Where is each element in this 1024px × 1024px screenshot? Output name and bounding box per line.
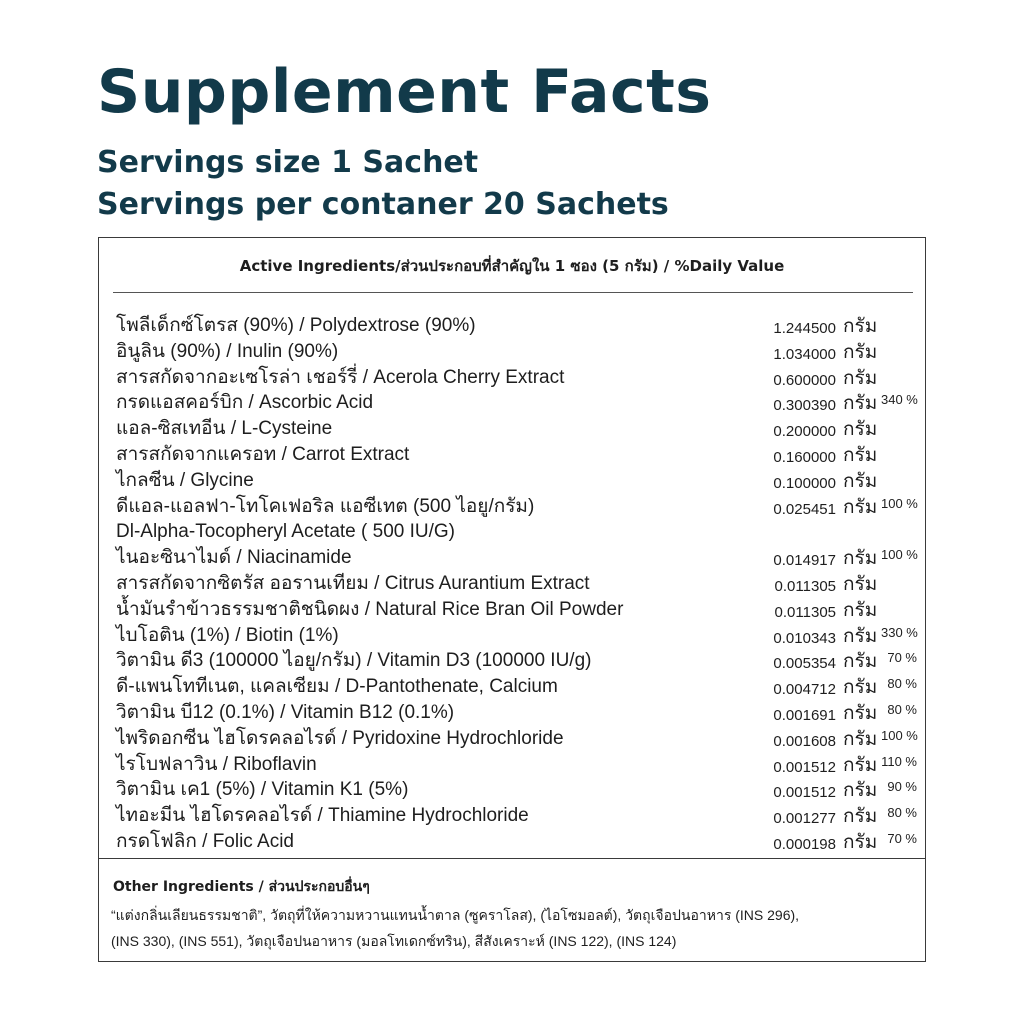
daily-value: 70 % [887, 830, 917, 846]
table-row [116, 596, 916, 622]
ingredient-name-line: อินูลิน (90%) / Inulin (90%) [116, 340, 339, 362]
ingredient-name-line: น้ำมันรำข้าวธรรมชาติชนิดผง / Natural Rice Bran Oil Powder [116, 598, 624, 620]
ingredient-unit: กรัม [843, 651, 878, 673]
ingredient-unit: กรัม [843, 419, 878, 441]
ingredient-name-line: ดี-แพนโททีเนต, แคลเซียม / D-Pantothenate, Calcium [116, 676, 558, 698]
ingredient-name-line: ดีแอล-แอลฟา-โทโคเฟอริล แอซีเทต (500 ไอยู/กรัม) [116, 495, 535, 517]
table-row [116, 828, 916, 854]
ingredient-name [116, 416, 716, 442]
ingredient-name [116, 726, 716, 752]
ingredient-amount: 0.025451 [773, 500, 836, 518]
ingredient-amount: 0.001277 [773, 810, 836, 828]
ingredient-amount: 0.200000 [773, 423, 836, 441]
supplement-facts-table [98, 237, 926, 962]
ingredient-amount: 0.300390 [773, 397, 836, 415]
daily-value: 80 % [887, 676, 917, 692]
table-row [116, 389, 916, 415]
daily-value: 80 % [887, 701, 917, 717]
ingredient-name-line: ไรโบฟลาวิน / Riboflavin [116, 753, 317, 775]
ingredient-amount: 0.014917 [773, 552, 836, 570]
daily-value: 110 % [881, 753, 917, 769]
ingredient-name [116, 623, 716, 649]
other-ingredients-line-2: (INS 330), (INS 551), วัตถุเจือปนอาหาร (มอลโทเดกซ์ทริน), สีสังเคราะห์ (INS 122), (INS 124) [111, 933, 677, 949]
ingredient-amount: 0.011305 [774, 577, 836, 595]
ingredient-unit: กรัม [843, 573, 878, 595]
table-row [116, 622, 916, 648]
ingredient-list [116, 312, 916, 854]
ingredient-amount: 0.011305 [774, 603, 836, 621]
daily-value: 100 % [881, 547, 918, 563]
header-divider [113, 292, 913, 293]
ingredient-name [116, 442, 716, 468]
ingredient-unit: กรัม [843, 470, 878, 492]
ingredient-name-line: สารสกัดจากซิตรัส ออรานเทียม / Citrus Aurantium Extract [116, 572, 590, 594]
ingredient-name-line: ไทอะมีน ไฮโดรคลอไรด์ / Thiamine Hydrochloride [116, 805, 529, 827]
daily-value: 330 % [881, 624, 918, 640]
ingredient-unit: กรัม [843, 625, 878, 647]
servings-per-container: Servings per contaner 20 Sachets [97, 187, 669, 222]
table-row [116, 802, 916, 828]
ingredient-unit: กรัม [843, 341, 878, 363]
ingredient-name-line: ไบโอติน (1%) / Biotin (1%) [116, 624, 339, 646]
ingredient-unit: กรัม [843, 393, 878, 415]
table-row [116, 699, 916, 725]
ingredient-name [116, 674, 716, 700]
ingredient-name-line: แอล-ซิสเทอีน / L-Cysteine [116, 418, 333, 440]
daily-value: 340 % [881, 392, 918, 408]
ingredient-name [116, 313, 716, 339]
ingredient-amount: 0.001512 [773, 784, 836, 802]
table-row [116, 673, 916, 699]
ingredient-amount: 1.244500 [773, 320, 836, 337]
ingredient-name-line: กรดแอสคอร์บิก / Ascorbic Acid [116, 392, 374, 414]
ingredient-name-line: Dl-Alpha-Tocopheryl Acetate ( 500 IU/G) [116, 521, 455, 543]
ingredient-name [116, 545, 716, 571]
table-row [116, 467, 916, 493]
ingredient-name [116, 803, 716, 829]
ingredient-name [116, 468, 716, 494]
ingredient-amount: 0.001691 [773, 706, 836, 724]
ingredient-unit: กรัม [843, 367, 878, 389]
ingredient-name [116, 339, 716, 365]
ingredient-amount: 0.005354 [773, 655, 836, 673]
daily-value: 100 % [881, 727, 918, 743]
table-header: Active Ingredients/ส่วนประกอบที่สำคัญใน 1 ซอง (5 กรัม) / %Daily Value [239, 257, 785, 275]
ingredient-unit: กรัม [843, 728, 878, 750]
ingredient-unit: กรัม [843, 806, 878, 828]
ingredient-unit: กรัม [843, 754, 878, 776]
daily-value: 100 % [881, 495, 918, 511]
ingredient-name-line: ไนอะซินาไมด์ / Niacinamide [116, 547, 352, 569]
section-divider [99, 858, 925, 859]
ingredient-name [116, 648, 716, 674]
ingredient-unit: กรัม [843, 831, 878, 853]
table-row [116, 776, 916, 802]
ingredient-amount: 0.600000 [773, 371, 836, 389]
ingredient-name [116, 777, 716, 803]
ingredient-amount: 0.004712 [773, 681, 836, 699]
table-row [116, 415, 916, 441]
ingredient-unit: กรัม [843, 677, 878, 699]
ingredient-name-line: วิตามิน เค1 (5%) / Vitamin K1 (5%) [116, 779, 409, 801]
other-ingredients-line-1: “แต่งกลิ่นเลียนธรรมชาติ”, วัตถุที่ให้ความหวานแทนน้ำตาล (ซูคราโลส), (ไอโซมอลต์), วัตถุเจือปนอาหาร (INS 296), [111, 907, 800, 923]
ingredient-name [116, 390, 716, 416]
ingredient-amount: 0.010343 [773, 629, 836, 647]
ingredient-name [116, 829, 716, 855]
daily-value: 80 % [887, 805, 917, 821]
ingredient-name-line: ไกลซีน / Glycine [116, 469, 254, 491]
ingredient-name-line: วิตามิน บี12 (0.1%) / Vitamin B12 (0.1%) [116, 701, 455, 723]
ingredient-name-line: วิตามิน ดี3 (100000 ไอยู/กรัม) / Vitamin D3 (100000 IU/g) [116, 650, 592, 672]
table-row [116, 647, 916, 673]
ingredient-unit: กรัม [843, 702, 878, 724]
ingredient-amount: 1.034000 [773, 345, 836, 363]
table-row [116, 751, 916, 777]
ingredient-name-line: กรดโฟลิก / Folic Acid [116, 830, 294, 852]
ingredient-name [116, 494, 716, 546]
daily-value: 90 % [887, 779, 917, 795]
ingredient-amount: 0.001512 [773, 758, 836, 776]
ingredient-name-line: สารสกัดจากแครอท / Carrot Extract [116, 443, 410, 465]
ingredient-name [116, 752, 716, 778]
table-row [116, 493, 916, 545]
ingredient-name-line: ไพริดอกซีน ไฮโดรคลอไรด์ / Pyridoxine Hydrochloride [116, 727, 564, 749]
ingredient-name [116, 365, 716, 391]
table-row [116, 544, 916, 570]
table-row [116, 725, 916, 751]
ingredient-name [116, 700, 716, 726]
ingredient-unit: กรัม [843, 599, 878, 621]
ingredient-name-line: สารสกัดจากอะเซโรล่า เชอร์รี่ / Acerola Cherry Extract [116, 366, 565, 388]
ingredient-amount: 0.100000 [773, 474, 836, 492]
ingredient-amount: 0.001608 [773, 732, 836, 750]
ingredient-unit: กรัม [843, 548, 878, 570]
ingredient-name-line: โพลีเด็กซ์โตรส (90%) / Polydextrose (90%) [116, 315, 476, 336]
ingredient-name [116, 597, 716, 623]
table-row [116, 570, 916, 596]
table-row [116, 364, 916, 390]
ingredient-amount: 0.160000 [773, 448, 836, 466]
daily-value: 70 % [887, 650, 917, 666]
ingredient-unit: กรัม [843, 316, 878, 337]
ingredient-name [116, 571, 716, 597]
ingredient-unit: กรัม [843, 444, 878, 466]
table-row [116, 441, 916, 467]
ingredient-unit: กรัม [843, 780, 878, 802]
ingredient-unit: กรัม [843, 496, 878, 518]
table-row [116, 338, 916, 364]
ingredient-amount: 0.000198 [773, 835, 836, 853]
page-title: Supplement Facts [97, 57, 712, 127]
table-row [116, 312, 916, 338]
serving-size: Servings size 1 Sachet [97, 145, 479, 180]
other-ingredients-title: Other Ingredients / ส่วนประกอบอื่นๆ [113, 879, 370, 895]
